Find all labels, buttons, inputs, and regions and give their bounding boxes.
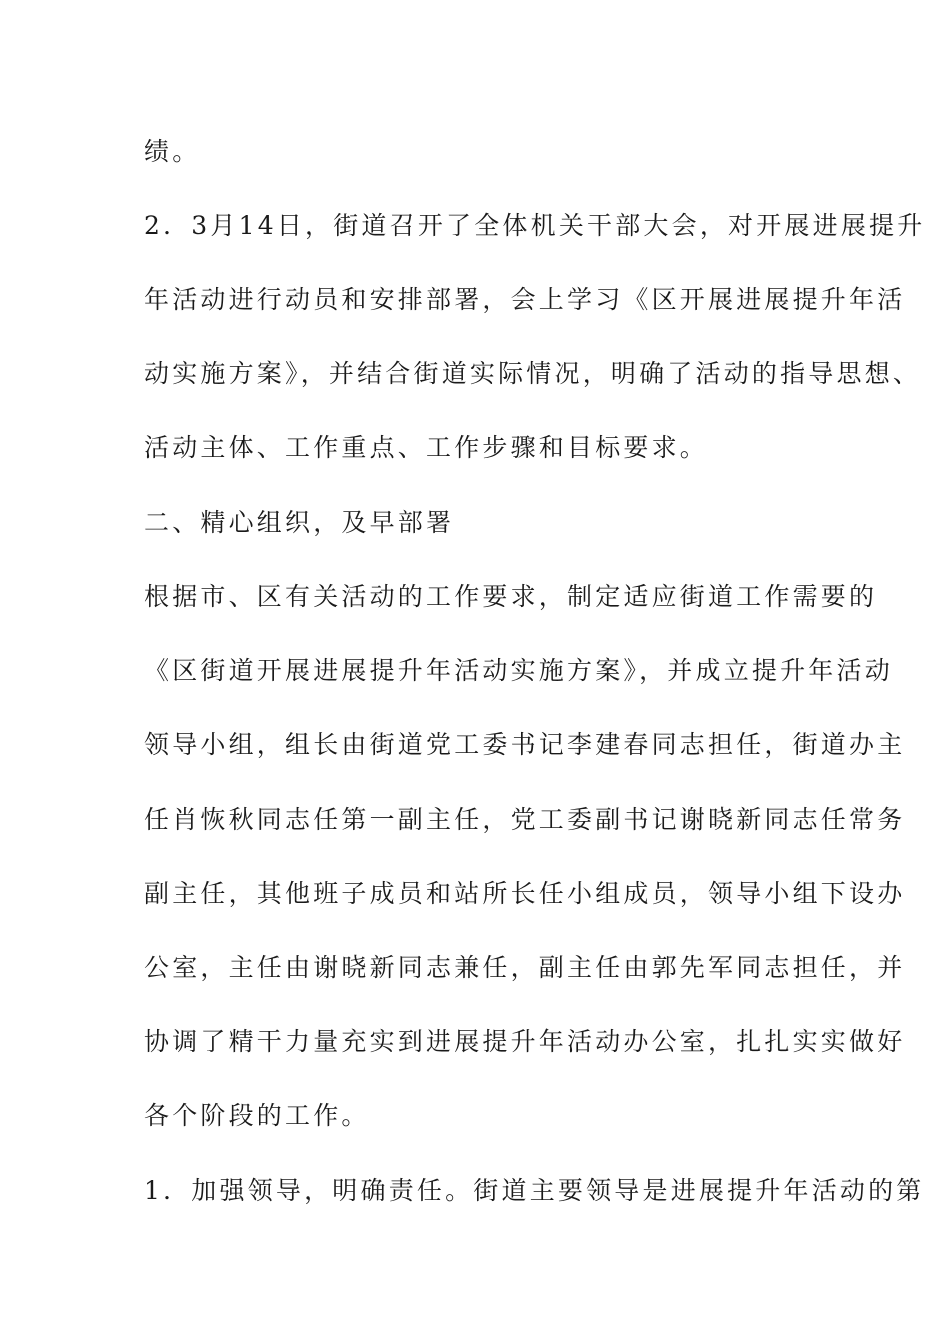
text-line: 协调了精干力量充实到进展提升年活动办公室，扎扎实实做好 — [144, 1027, 906, 1056]
text-line: 活动主体、工作重点、工作步骤和目标要求。 — [144, 433, 709, 462]
text-line: 各个阶段的工作。 — [144, 1101, 370, 1130]
text-line: 任肖恢秋同志任第一副主任，党工委副书记谢晓新同志任常务 — [144, 805, 906, 834]
text-line: 《区街道开展进展提升年活动实施方案》，并成立提升年活动 — [144, 656, 893, 685]
text-line: 动实施方案》，并结合街道实际情况，明确了活动的指导思想、 — [144, 359, 922, 388]
text-line: 副主任，其他班子成员和站所长任小组成员，领导小组下设办 — [144, 879, 906, 908]
section-heading: 二、精心组织，及早部署 — [144, 508, 455, 537]
text-line: 根据市、区有关活动的工作要求，制定适应街道工作需要的 — [144, 582, 878, 611]
text-line: 领导小组，组长由街道党工委书记李建春同志担任，街道办主 — [144, 730, 906, 759]
text-line: 1．加强领导，明确责任。街道主要领导是进展提升年活动的第 — [144, 1176, 925, 1205]
text-line: 绩。 — [144, 137, 201, 166]
text-line: 年活动进行动员和安排部署，会上学习《区开展进展提升年活 — [144, 285, 906, 314]
text-line: 公室，主任由谢晓新同志兼任，副主任由郭先军同志担任，并 — [144, 953, 906, 982]
text-line: 2．3月14日，街道召开了全体机关干部大会，对开展进展提升 — [144, 211, 926, 240]
